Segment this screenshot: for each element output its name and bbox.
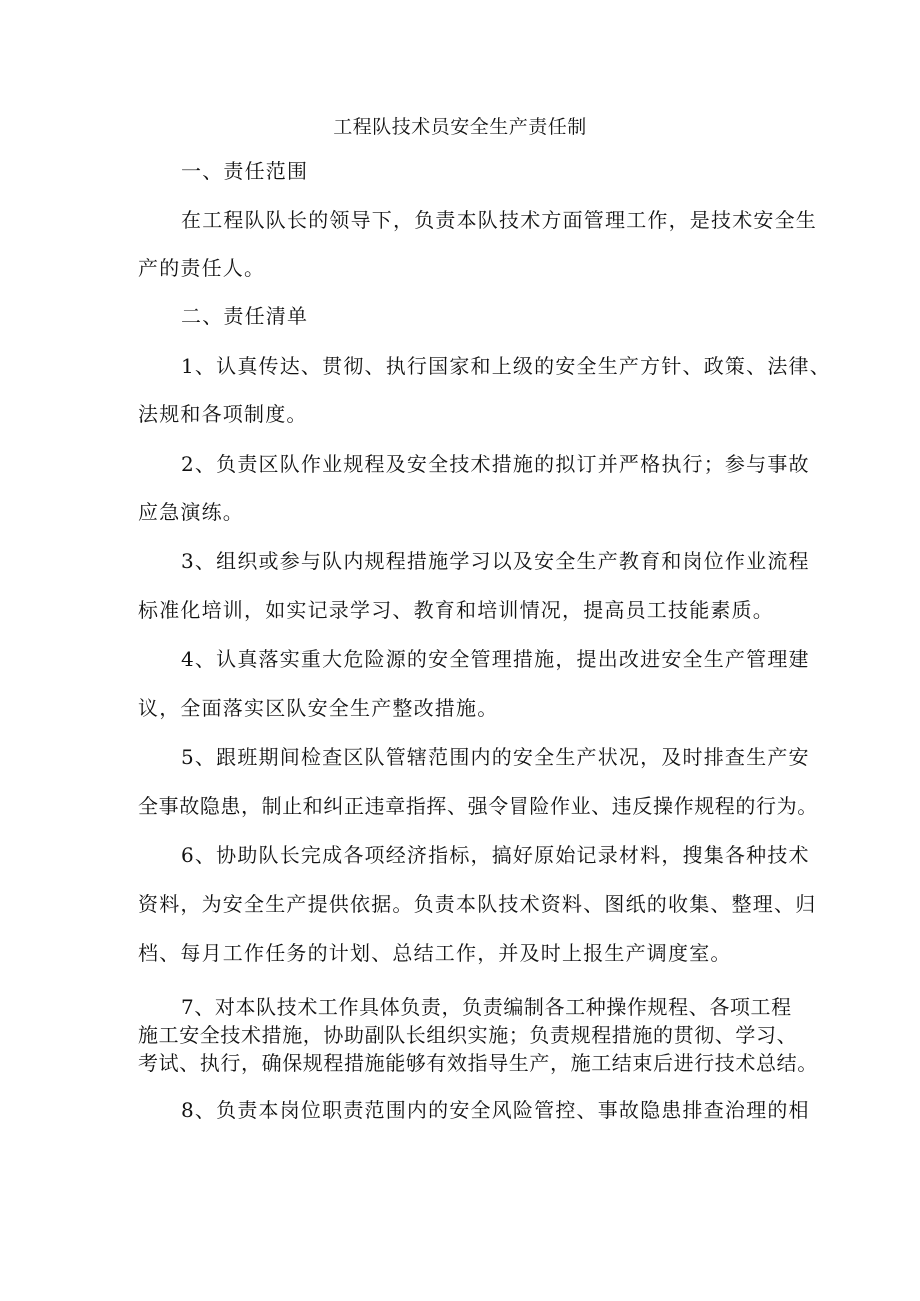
list-item-line: 应急演练。	[138, 500, 244, 524]
list-item-line: 4、认真落实重大危险源的安全管理措施，提出改进安全生产管理建	[181, 647, 810, 671]
list-item-line: 全事故隐患，制止和纠正违章指挥、强令冒险作业、违反操作规程的行为。	[138, 794, 818, 818]
list-item-line: 施工安全技术措施，协助副队长组织实施；负责规程措施的贯彻、学习、	[138, 1023, 798, 1047]
list-item-line: 资料，为安全生产提供依据。负责本队技术资料、图纸的收集、整理、归	[138, 892, 817, 916]
list-item-line: 法规和各项制度。	[138, 402, 308, 426]
list-item-line: 3、组织或参与队内规程措施学习以及安全生产教育和岗位作业流程	[181, 549, 810, 573]
list-item-line: 1、认真传达、贯彻、执行国家和上级的安全生产方针、政策、法律、	[181, 354, 831, 378]
section-heading-1: 一、责任范围	[181, 159, 309, 183]
list-item-line: 5、跟班期间检查区队管辖范围内的安全生产状况，及时排查生产安	[181, 745, 810, 769]
list-item-line: 考试、执行，确保规程措施能够有效指导生产，施工结束后进行技术总结。	[138, 1051, 818, 1075]
section-heading-2: 二、责任清单	[181, 304, 309, 328]
list-item-line: 7、对本队技术工作具体负责，负责编制各工种操作规程、各项工程	[181, 995, 792, 1019]
list-item-line: 6、协助队长完成各项经济指标，搞好原始记录材料，搜集各种技术	[181, 843, 810, 867]
document-title: 工程队技术员安全生产责任制	[333, 116, 587, 138]
list-item-line: 标准化培训，如实记录学习、教育和培训情况，提高员工技能素质。	[138, 598, 774, 622]
list-item-line: 8、负责本岗位职责范围内的安全风险管控、事故隐患排查治理的相	[181, 1098, 810, 1122]
list-item-line: 议，全面落实区队安全生产整改措施。	[138, 696, 499, 720]
list-item-line: 档、每月工作任务的计划、总结工作，并及时上报生产调度室。	[138, 941, 732, 965]
paragraph-line: 在工程队队长的领导下，负责本队技术方面管理工作，是技术安全生	[181, 208, 817, 232]
paragraph-line: 产的责任人。	[138, 256, 266, 280]
list-item-line: 2、负责区队作业规程及安全技术措施的拟订并严格执行；参与事故	[181, 452, 810, 476]
